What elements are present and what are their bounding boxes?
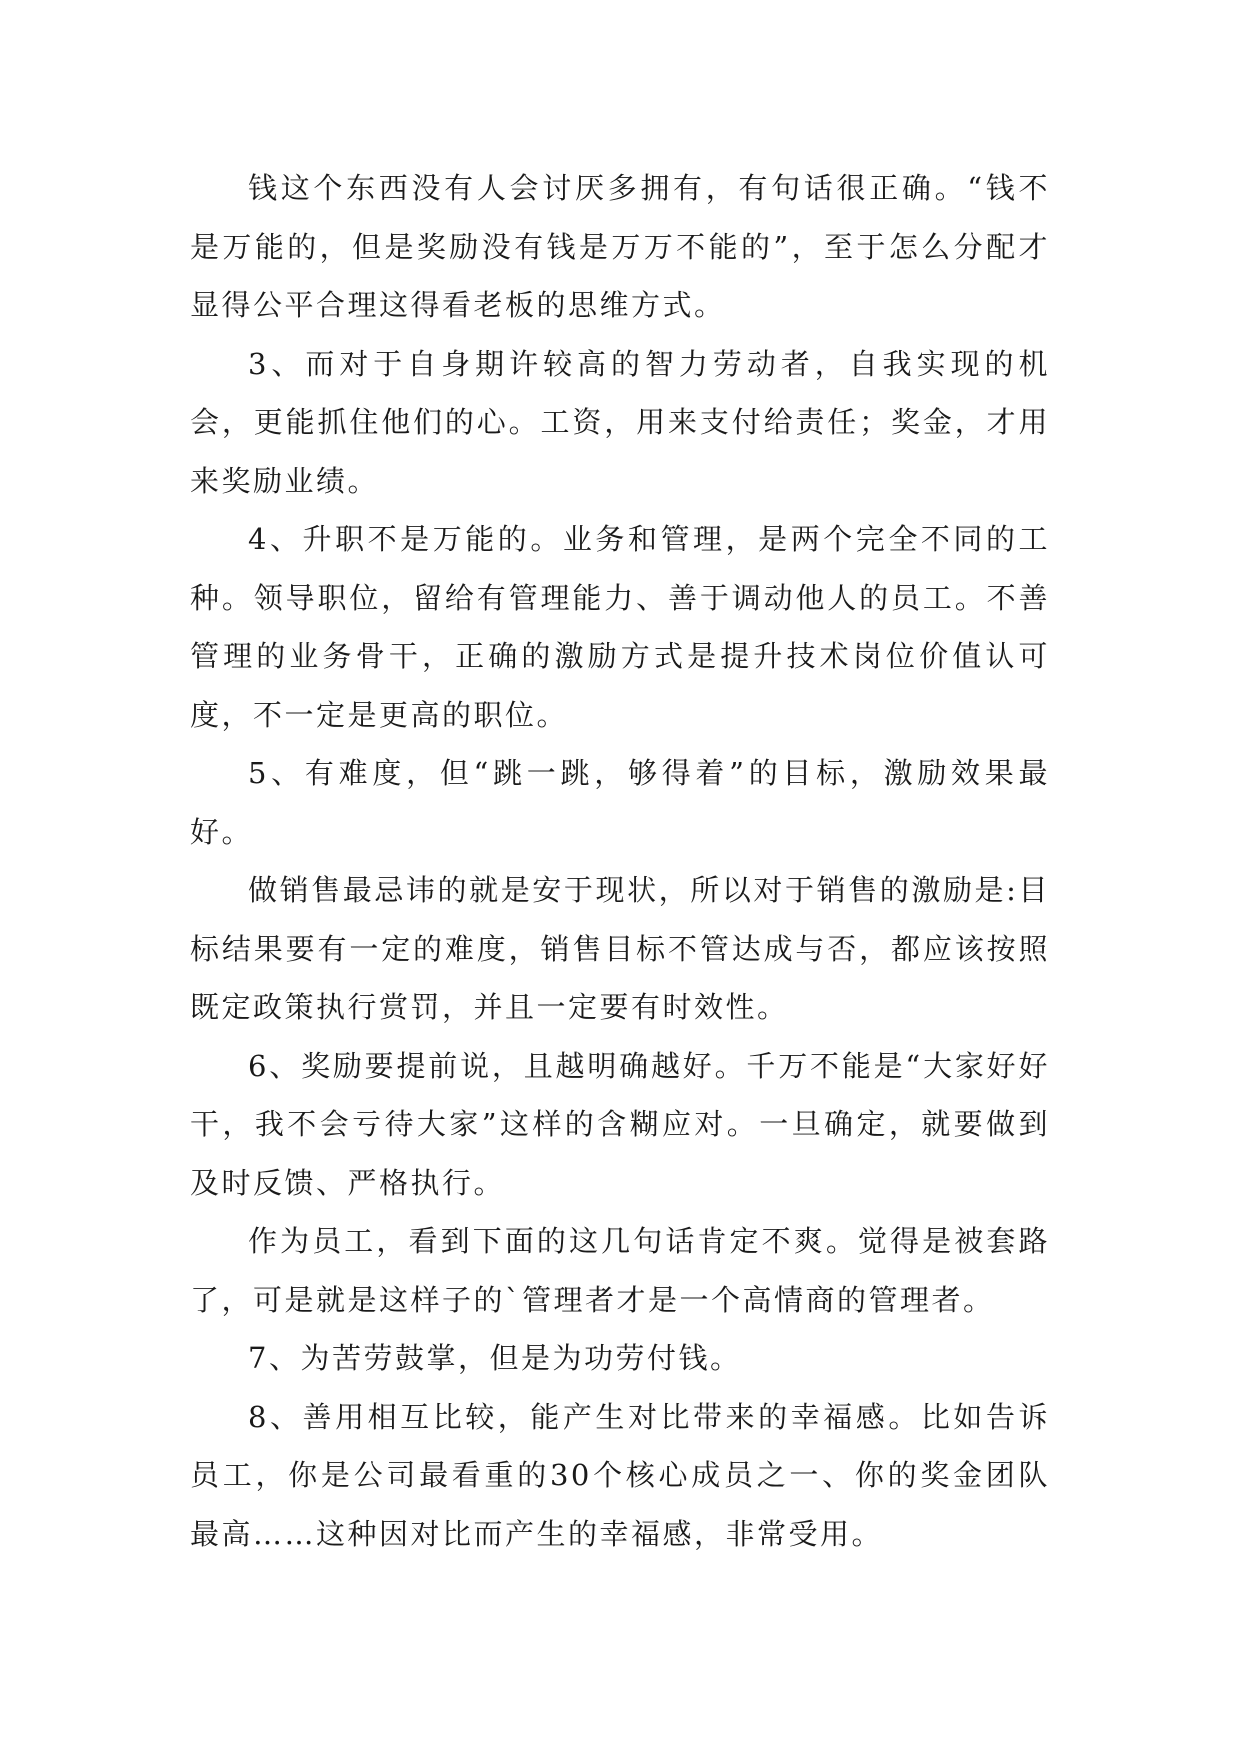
paragraph-point-5: 5、有难度，但“跳一跳，够得着”的目标，激励效果最好。 bbox=[190, 756, 1050, 849]
paragraph-point-8: 8、善用相互比较，能产生对比带来的幸福感。比如告诉员工，你是公司最看重的30个核心成员之一、你的奖金团队最高……这种因对比而产生的幸福感，非常受用。 bbox=[190, 1399, 1050, 1551]
paragraph-employee: 作为员工，看到下面的这几句话肯定不爽。觉得是被套路了，可是就是这样子的`管理者才是一个高情商的管理者。 bbox=[190, 1224, 1050, 1317]
paragraph-money: 钱这个东西没有人会讨厌多拥有，有句话很正确。“钱不是万能的，但是奖励没有钱是万万不能的”，至于怎么分配才显得公平合理这得看老板的思维方式。 bbox=[190, 171, 1050, 322]
paragraph-point-4: 4、升职不是万能的。业务和管理，是两个完全不同的工种。领导职位，留给有管理能力、善于调动他人的员工。不善管理的业务骨干，正确的激励方式是提升技术岗位价值认可度，不一定是更高的职位。 bbox=[190, 522, 1050, 732]
paragraph-point-6: 6、奖励要提前说，且越明确越好。千万不能是“大家好好干，我不会亏待大家”这样的含糊应对。一旦确定，就要做到及时反馈、严格执行。 bbox=[190, 1048, 1050, 1200]
paragraph-sales: 做销售最忌讳的就是安于现状，所以对于销售的激励是:目标结果要有一定的难度，销售目标不管达成与否，都应该按照既定政策执行赏罚，并且一定要有时效性。 bbox=[190, 873, 1050, 1024]
paragraph-point-3: 3、而对于自身期许较高的智力劳动者，自我实现的机会，更能抓住他们的心。工资，用来支付给责任；奖金，才用来奖励业绩。 bbox=[190, 346, 1050, 498]
paragraph-point-7: 7、为苦劳鼓掌，但是为功劳付钱。 bbox=[248, 1341, 742, 1375]
document-body bbox=[190, 159, 1050, 1563]
